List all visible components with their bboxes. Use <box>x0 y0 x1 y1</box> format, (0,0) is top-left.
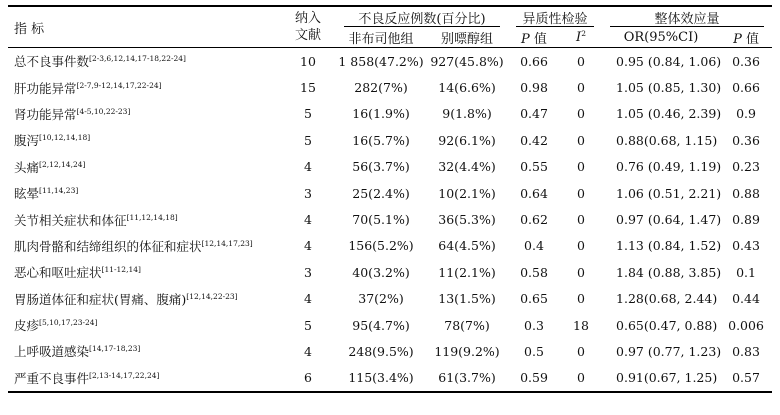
header-i2 <box>560 27 602 48</box>
allopurinol-cell: 61(3.7%) <box>426 365 508 392</box>
overall-p-cell: 0.89 <box>732 212 760 228</box>
studies-cell: 5 <box>304 317 312 333</box>
or-cell: 0.76 (0.49, 1.19) <box>616 159 722 175</box>
febuxostat-cell: 16(1.9%) <box>352 106 410 122</box>
header-p2-value <box>720 27 772 48</box>
heterogeneity-p-cell: 0.4 <box>524 238 544 254</box>
studies-cell: 4 <box>304 343 312 359</box>
heterogeneity-p-cell: 0.65 <box>520 291 548 307</box>
overall-p-cell: 0.9 <box>736 106 756 122</box>
or-cell: 1.84 (0.88, 3.85) <box>616 264 722 280</box>
header-overall <box>602 6 772 27</box>
overall-p-cell: 0.83 <box>732 343 760 359</box>
reference-citation: [12,14,17,23] <box>201 238 253 248</box>
overall-p-cell: 0.1 <box>736 264 756 280</box>
heterogeneity-p-cell: 0.98 <box>520 80 548 96</box>
febuxostat-cell: 95(4.7%) <box>352 317 410 333</box>
header-group1: 非布司他组 <box>336 27 426 48</box>
studies-cell: 4 <box>304 159 312 175</box>
indicator-name: 肝功能异常 <box>14 80 77 96</box>
heterogeneity-p-cell: 0.66 <box>520 53 548 69</box>
allopurinol-cell: 9(1.8%) <box>442 106 492 122</box>
indicator-cell <box>8 233 280 259</box>
reference-citation: [14,17-18,23] <box>89 344 141 354</box>
indicator-name: 皮疹 <box>14 318 40 334</box>
or-cell: 1.28(0.68, 2.44) <box>616 291 718 307</box>
or-cell: 1.06 (0.51, 2.21) <box>616 185 722 201</box>
indicator-name: 头痛 <box>14 159 40 175</box>
header-p-suffix: 值 <box>529 31 547 47</box>
studies-cell: 3 <box>304 264 312 280</box>
or-cell: 0.88(0.68, 1.15) <box>616 132 718 148</box>
reference-citation: [11-12,14] <box>101 265 141 275</box>
table-row <box>8 338 772 364</box>
indicator-cell <box>8 180 280 206</box>
febuxostat-cell: 282(7%) <box>354 80 408 96</box>
indicator-cell <box>8 338 280 364</box>
febuxostat-cell: 16(5.7%) <box>352 132 410 148</box>
reference-citation: [11,12,14,18] <box>126 212 178 222</box>
overall-p-cell: 0.57 <box>720 365 772 392</box>
allopurinol-cell: 11(2.1%) <box>438 264 496 280</box>
header-i2-sup: 2 <box>581 28 586 38</box>
table-row <box>8 74 772 100</box>
header-p-value <box>508 27 560 48</box>
table-body <box>8 48 772 393</box>
studies-cell: 3 <box>304 185 312 201</box>
studies-cell: 5 <box>304 132 312 148</box>
overall-p-cell: 0.006 <box>728 317 764 333</box>
indicator-name: 关节相关症状和体征 <box>14 212 127 228</box>
header-ae-group-label: 不良反应例数(百分比) <box>358 11 486 27</box>
allopurinol-cell: 14(6.6%) <box>438 80 496 96</box>
studies-cell: 4 <box>304 291 312 307</box>
indicator-cell <box>8 154 280 180</box>
indicator-name: 严重不良事件 <box>14 370 90 386</box>
overall-p-cell: 0.36 <box>732 132 760 148</box>
table-row <box>8 206 772 232</box>
heterogeneity-p-cell: 0.58 <box>520 264 548 280</box>
overall-p-cell: 0.23 <box>732 159 760 175</box>
header-studies-line1: 纳入 <box>294 11 321 26</box>
overall-p-cell: 0.88 <box>732 185 760 201</box>
table-row <box>8 48 772 75</box>
table-row <box>8 101 772 127</box>
allopurinol-cell: 78(7%) <box>444 317 490 333</box>
studies-cell: 10 <box>300 53 316 69</box>
indicator-cell <box>8 365 280 392</box>
indicator-cell <box>8 101 280 127</box>
table-row <box>8 154 772 180</box>
or-cell: 1.05 (0.85, 1.30) <box>616 80 722 96</box>
or-cell: 0.65(0.47, 0.88) <box>616 317 718 333</box>
indicator-cell <box>8 206 280 232</box>
indicator-name: 总不良事件数 <box>14 54 90 70</box>
header-ae-group <box>336 6 508 27</box>
heterogeneity-p-cell: 0.42 <box>520 132 548 148</box>
header-i2-letter: I <box>576 29 582 45</box>
heterogeneity-p-cell: 0.64 <box>520 185 548 201</box>
or-cell: 0.91(0.67, 1.25) <box>602 365 720 392</box>
reference-citation: [2,13-14,17,22,24] <box>89 370 160 380</box>
indicator-name: 上呼吸道感染 <box>14 344 90 360</box>
studies-cell: 4 <box>304 212 312 228</box>
adverse-events-table <box>8 5 772 393</box>
febuxostat-cell: 115(3.4%) <box>336 365 426 392</box>
studies-cell: 6 <box>280 365 336 392</box>
reference-citation: [10,12,14,18] <box>39 133 91 143</box>
i2-cell: 0 <box>560 365 602 392</box>
header-p-letter: P <box>521 31 530 47</box>
header-studies-line2: 文献 <box>294 28 321 43</box>
indicator-name: 肾功能异常 <box>14 106 77 122</box>
reference-citation: [5,10,17,23-24] <box>39 318 98 328</box>
or-cell: 1.05 (0.46, 2.39) <box>616 106 722 122</box>
group-underline <box>344 26 500 27</box>
reference-citation: [4-5,10,22-23] <box>76 106 131 116</box>
i2-cell: 18 <box>573 317 589 333</box>
reference-citation: [2-3,6,12,14,17-18,22-24] <box>89 54 186 64</box>
febuxostat-cell: 40(3.2%) <box>352 264 410 280</box>
i2-cell: 0 <box>577 53 585 69</box>
overall-p-cell: 0.36 <box>732 53 760 69</box>
allopurinol-cell: 64(4.5%) <box>438 238 496 254</box>
studies-cell: 4 <box>304 238 312 254</box>
or-cell: 0.97 (0.77, 1.23) <box>616 343 722 359</box>
reference-citation: [2,12,14,24] <box>39 159 86 169</box>
i2-cell: 0 <box>577 238 585 254</box>
table-row <box>8 127 772 153</box>
reference-citation: [2-7,9-12,14,17,22-24] <box>76 80 162 90</box>
indicator-name: 恶心和呕吐症状 <box>14 265 102 281</box>
header-indicator: 指 标 <box>8 6 280 48</box>
i2-cell: 0 <box>577 132 585 148</box>
allopurinol-cell: 10(2.1%) <box>438 185 496 201</box>
allopurinol-cell: 36(5.3%) <box>438 212 496 228</box>
header-heterogeneity-label: 异质性检验 <box>522 11 588 27</box>
febuxostat-cell: 25(2.4%) <box>352 185 410 201</box>
header-heterogeneity <box>508 6 602 27</box>
allopurinol-cell: 32(4.4%) <box>438 159 496 175</box>
febuxostat-cell: 156(5.2%) <box>348 238 414 254</box>
table-row <box>8 233 772 259</box>
indicator-name: 胃肠道体征和症状(胃痛、腹痛) <box>14 291 187 307</box>
i2-cell: 0 <box>577 185 585 201</box>
i2-cell: 0 <box>577 264 585 280</box>
i2-cell: 0 <box>577 106 585 122</box>
i2-cell: 0 <box>577 212 585 228</box>
heterogeneity-p-cell: 0.59 <box>508 365 560 392</box>
table-header <box>8 6 772 48</box>
or-cell: 1.13 (0.84, 1.52) <box>616 238 722 254</box>
indicator-name: 眩晕 <box>14 186 40 202</box>
studies-cell: 15 <box>300 80 316 96</box>
febuxostat-cell: 248(9.5%) <box>348 343 414 359</box>
header-p2-suffix: 值 <box>741 31 759 47</box>
heterogeneity-p-cell: 0.62 <box>520 212 548 228</box>
heterogeneity-p-cell: 0.47 <box>520 106 548 122</box>
febuxostat-cell: 1 858(47.2%) <box>338 53 424 69</box>
table-row <box>8 312 772 338</box>
i2-cell: 0 <box>577 159 585 175</box>
group-underline <box>610 26 764 27</box>
header-studies <box>280 6 336 48</box>
overall-p-cell: 0.43 <box>732 238 760 254</box>
overall-p-cell: 0.44 <box>732 291 760 307</box>
heterogeneity-p-cell: 0.55 <box>520 159 548 175</box>
reference-citation: [12,14,22-23] <box>186 291 238 301</box>
i2-cell: 0 <box>577 291 585 307</box>
group-underline <box>516 26 594 27</box>
febuxostat-cell: 70(5.1%) <box>352 212 410 228</box>
overall-p-cell: 0.66 <box>732 80 760 96</box>
allopurinol-cell: 927(45.8%) <box>430 53 504 69</box>
header-p2-letter: P <box>733 31 742 47</box>
indicator-cell <box>8 74 280 100</box>
indicator-cell <box>8 259 280 285</box>
indicator-name: 腹泻 <box>14 133 40 149</box>
i2-cell: 0 <box>577 80 585 96</box>
febuxostat-cell: 37(2%) <box>358 291 404 307</box>
indicator-cell <box>8 127 280 153</box>
studies-cell: 5 <box>304 106 312 122</box>
i2-cell: 0 <box>577 343 585 359</box>
indicator-name: 肌肉骨骼和结缔组织的体征和症状 <box>14 238 202 254</box>
allopurinol-cell: 13(1.5%) <box>438 291 496 307</box>
heterogeneity-p-cell: 0.3 <box>524 317 544 333</box>
allopurinol-cell: 92(6.1%) <box>438 132 496 148</box>
or-cell: 0.95 (0.84, 1.06) <box>616 53 722 69</box>
indicator-cell <box>8 312 280 338</box>
indicator-cell <box>8 286 280 312</box>
or-cell: 0.97 (0.64, 1.47) <box>616 212 722 228</box>
header-or: OR(95%CI) <box>602 27 720 48</box>
table-row <box>8 365 772 392</box>
heterogeneity-p-cell: 0.5 <box>524 343 544 359</box>
indicator-cell <box>8 48 280 75</box>
table-row <box>8 180 772 206</box>
table-row <box>8 286 772 312</box>
reference-citation: [11,14,23] <box>39 186 79 196</box>
header-group2: 别嘌醇组 <box>426 27 508 48</box>
febuxostat-cell: 56(3.7%) <box>352 159 410 175</box>
allopurinol-cell: 119(9.2%) <box>434 343 500 359</box>
table-row <box>8 259 772 285</box>
header-overall-label: 整体效应量 <box>654 11 720 27</box>
